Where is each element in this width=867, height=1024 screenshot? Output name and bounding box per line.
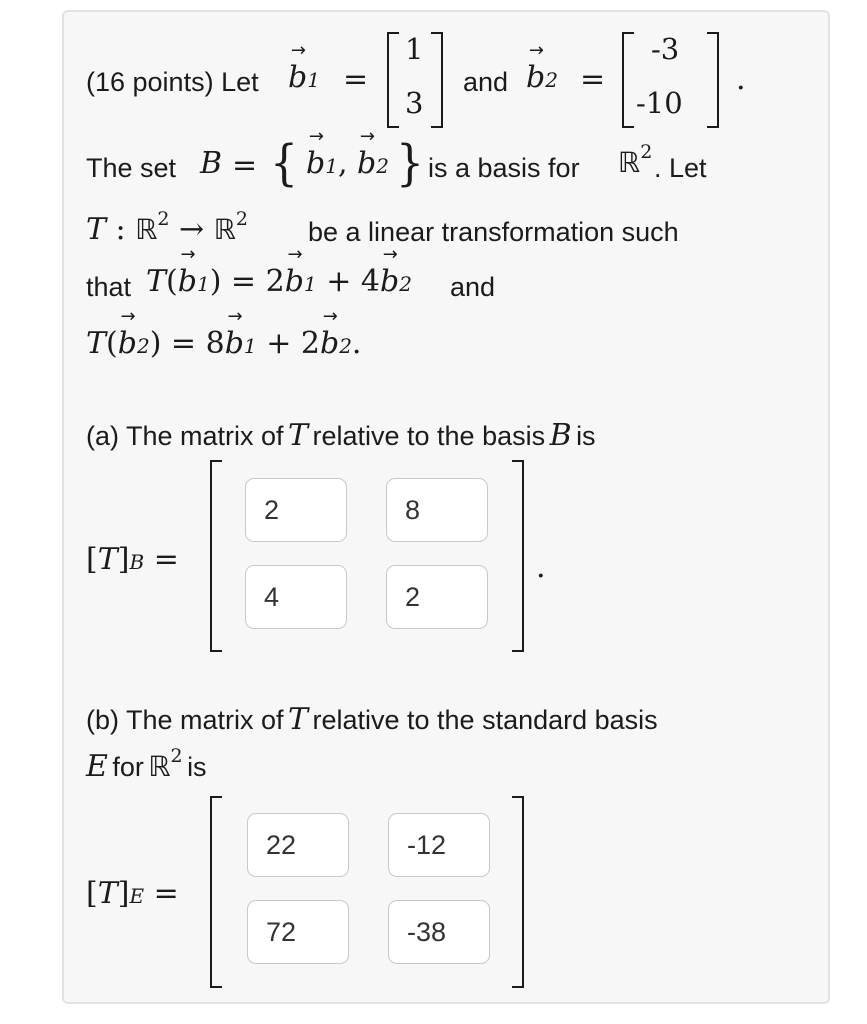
b1-right-bracket bbox=[431, 32, 443, 128]
b2-left-bracket bbox=[622, 32, 634, 128]
matrix-b-cell-2-1[interactable]: 72 bbox=[247, 900, 349, 964]
right-brace: } bbox=[396, 135, 424, 192]
part-a-lhs: [T]B = bbox=[86, 542, 179, 577]
T-mapping: T : ℝ2 → ℝ2 bbox=[86, 208, 248, 247]
matrix-a-cell-2-2[interactable]: 2 bbox=[386, 565, 488, 629]
matrix-a-left-bracket bbox=[210, 460, 222, 652]
T-b1-equation: T(→ b1) = 2→ b1 + 4→ b2 bbox=[146, 264, 412, 299]
set-b1: → b1, → b2 bbox=[306, 146, 389, 181]
b2-entry-1: -3 bbox=[651, 32, 680, 66]
and-text-2: and bbox=[450, 272, 496, 302]
that-text: that bbox=[86, 272, 132, 302]
matrix-a-right-bracket bbox=[512, 460, 524, 652]
let-text: . Let bbox=[654, 153, 707, 183]
R2-symbol: ℝ2 bbox=[618, 141, 653, 179]
matrix-a-cell-2-1[interactable]: 4 bbox=[245, 565, 347, 629]
equals-sign: = bbox=[580, 62, 606, 97]
matrix-b-right-bracket bbox=[512, 796, 524, 988]
matrix-b-cell-2-2[interactable]: -38 bbox=[388, 900, 490, 964]
matrix-a-cell-1-2[interactable]: 8 bbox=[386, 478, 488, 542]
equals-sign: = bbox=[232, 148, 258, 183]
part-b-prompt-line2: E for ℝ2 is bbox=[86, 745, 207, 784]
part-a-prompt: (a) The matrix of T relative to the basis B is bbox=[86, 418, 596, 453]
matrix-b-cell-1-1[interactable]: 22 bbox=[247, 813, 349, 877]
part-b-prompt: (b) The matrix of T relative to the standard basis bbox=[86, 702, 658, 737]
b1-label: → b1 bbox=[288, 60, 320, 95]
T-b2-equation: T(→ b2) = 8→ b1 + 2→ b2. bbox=[86, 326, 361, 361]
set-text: The set bbox=[86, 153, 177, 183]
matrix-a-cell-1-1[interactable]: 2 bbox=[245, 478, 347, 542]
matrix-b-cell-1-2[interactable]: -12 bbox=[388, 813, 490, 877]
basis-B-symbol: B bbox=[200, 146, 223, 181]
b1-entry-2: 3 bbox=[405, 86, 424, 120]
period: . bbox=[736, 62, 746, 97]
left-brace: { bbox=[270, 135, 298, 192]
b2-label: → b2 bbox=[526, 60, 558, 95]
transformation-text: be a linear transformation such bbox=[308, 217, 679, 247]
b1-left-bracket bbox=[387, 32, 399, 128]
basis-text: is a basis for bbox=[428, 153, 580, 183]
equals-sign: = bbox=[343, 62, 369, 97]
intro-text: (16 points) Let bbox=[86, 67, 259, 97]
part-b-lhs: [T]E = bbox=[86, 876, 179, 911]
and-text: and bbox=[463, 67, 509, 97]
b1-entry-1: 1 bbox=[405, 32, 424, 66]
b2-entry-2: -10 bbox=[636, 86, 683, 120]
matrix-b-left-bracket bbox=[210, 796, 222, 988]
b2-right-bracket bbox=[707, 32, 719, 128]
period: . bbox=[536, 550, 546, 585]
